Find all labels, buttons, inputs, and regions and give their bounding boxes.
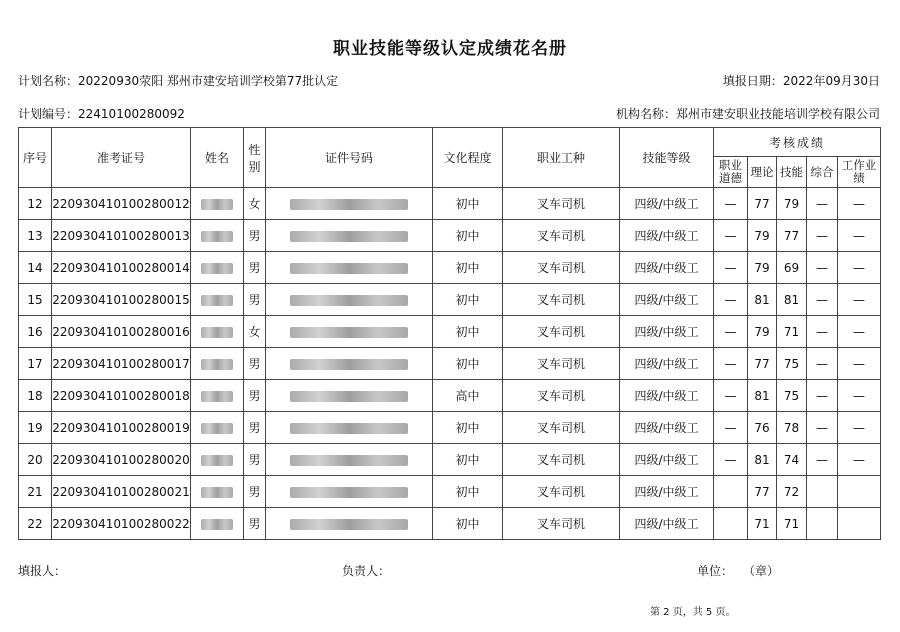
cell-education: 初中 — [433, 284, 503, 316]
cell-education: 初中 — [433, 316, 503, 348]
cell-comprehensive: — — [807, 252, 838, 284]
cell-occupation: 叉车司机 — [503, 252, 620, 284]
cell-name-redacted — [191, 412, 244, 444]
cell-comprehensive: — — [807, 188, 838, 220]
cell-seq: 20 — [19, 444, 52, 476]
cell-exam-no: 220930410100280015 — [52, 284, 191, 316]
cell-theory: 77 — [748, 348, 777, 380]
cell-theory: 77 — [748, 188, 777, 220]
pagination: 第 2 页，共 5 页。 — [650, 607, 736, 618]
redacted-name — [201, 519, 233, 530]
header-ethics: 职业道德 — [714, 157, 748, 188]
table-row — [19, 476, 881, 508]
cell-education: 高中 — [433, 380, 503, 412]
cell-ethics: — — [714, 316, 748, 348]
cell-level: 四级/中级工 — [620, 412, 714, 444]
header-performance: 工作业绩 — [838, 157, 881, 188]
report-date-value: 2022年09月30日 — [782, 74, 880, 88]
cell-education: 初中 — [433, 220, 503, 252]
cell-occupation: 叉车司机 — [503, 412, 620, 444]
cell-occupation: 叉车司机 — [503, 348, 620, 380]
cell-name-redacted — [191, 316, 244, 348]
cell-name-redacted — [191, 188, 244, 220]
table-row — [19, 508, 881, 540]
cell-id-redacted — [266, 476, 433, 508]
cell-theory: 79 — [748, 220, 777, 252]
cell-level: 四级/中级工 — [620, 508, 714, 540]
cell-seq: 15 — [19, 284, 52, 316]
redacted-name — [201, 295, 233, 306]
cell-comprehensive: — — [807, 220, 838, 252]
cell-ethics — [714, 508, 748, 540]
cell-id-redacted — [266, 348, 433, 380]
cell-occupation: 叉车司机 — [503, 284, 620, 316]
cell-ethics: — — [714, 220, 748, 252]
redacted-id-number — [290, 519, 408, 530]
cell-gender: 男 — [244, 444, 266, 476]
cell-seq: 21 — [19, 476, 52, 508]
cell-name-redacted — [191, 476, 244, 508]
cell-name-redacted — [191, 444, 244, 476]
cell-theory: 77 — [748, 476, 777, 508]
cell-ethics: — — [714, 284, 748, 316]
cell-gender: 男 — [244, 412, 266, 444]
cell-education: 初中 — [433, 508, 503, 540]
unit-line — [697, 562, 779, 579]
cell-skill: 74 — [777, 444, 807, 476]
cell-level: 四级/中级工 — [620, 476, 714, 508]
cell-comprehensive: — — [807, 284, 838, 316]
cell-id-redacted — [266, 316, 433, 348]
redacted-id-number — [290, 327, 408, 338]
cell-gender: 男 — [244, 476, 266, 508]
report-date-label: 填报日期： — [722, 74, 783, 88]
cell-ethics — [714, 476, 748, 508]
cell-ethics: — — [714, 252, 748, 284]
redacted-name — [201, 359, 233, 370]
redacted-id-number — [290, 487, 408, 498]
cell-exam-no: 220930410100280020 — [52, 444, 191, 476]
plan-name-label: 计划名称： — [18, 74, 79, 88]
cell-skill: 75 — [777, 348, 807, 380]
redacted-name — [201, 327, 233, 338]
cell-education: 初中 — [433, 348, 503, 380]
cell-exam-no: 220930410100280022 — [52, 508, 191, 540]
cell-performance: — — [838, 220, 881, 252]
cell-occupation: 叉车司机 — [503, 188, 620, 220]
header-theory: 理论 — [748, 157, 777, 188]
redacted-name — [201, 231, 233, 242]
cell-theory: 81 — [748, 284, 777, 316]
redacted-name — [201, 423, 233, 434]
org-label: 机构名称： — [615, 107, 676, 121]
cell-id-redacted — [266, 508, 433, 540]
cell-skill: 77 — [777, 220, 807, 252]
cell-occupation: 叉车司机 — [503, 316, 620, 348]
cell-seq: 19 — [19, 412, 52, 444]
cell-performance — [838, 476, 881, 508]
score-roster-table — [18, 127, 881, 540]
cell-gender: 女 — [244, 316, 266, 348]
cell-theory: 81 — [748, 444, 777, 476]
cell-gender: 男 — [244, 252, 266, 284]
cell-gender: 女 — [244, 188, 266, 220]
redacted-id-number — [290, 455, 408, 466]
cell-seq: 17 — [19, 348, 52, 380]
cell-level: 四级/中级工 — [620, 188, 714, 220]
cell-exam-no: 220930410100280018 — [52, 380, 191, 412]
cell-id-redacted — [266, 252, 433, 284]
table-row — [19, 444, 881, 476]
document-title: 职业技能等级认定成绩花名册 — [333, 39, 567, 59]
cell-level: 四级/中级工 — [620, 316, 714, 348]
cell-seq: 22 — [19, 508, 52, 540]
plan-no-line — [18, 105, 185, 122]
cell-gender: 男 — [244, 284, 266, 316]
redacted-name — [201, 455, 233, 466]
cell-performance: — — [838, 188, 881, 220]
table-row — [19, 348, 881, 380]
cell-performance: — — [838, 284, 881, 316]
cell-gender: 男 — [244, 508, 266, 540]
cell-id-redacted — [266, 188, 433, 220]
cell-ethics: — — [714, 348, 748, 380]
cell-seq: 13 — [19, 220, 52, 252]
cell-ethics: — — [714, 412, 748, 444]
redacted-id-number — [290, 231, 408, 242]
cell-id-redacted — [266, 284, 433, 316]
cell-exam-no: 220930410100280017 — [52, 348, 191, 380]
cell-education: 初中 — [433, 252, 503, 284]
header-level: 技能等级 — [620, 128, 714, 188]
cell-education: 初中 — [433, 476, 503, 508]
table-row — [19, 380, 881, 412]
cell-skill: 72 — [777, 476, 807, 508]
table-row — [19, 412, 881, 444]
cell-gender: 男 — [244, 348, 266, 380]
cell-education: 初中 — [433, 412, 503, 444]
cell-skill: 69 — [777, 252, 807, 284]
redacted-name — [201, 487, 233, 498]
header-seq: 序号 — [19, 128, 52, 188]
redacted-id-number — [290, 295, 408, 306]
header-gender: 性别 — [244, 128, 266, 188]
header-comprehensive: 综合 — [807, 157, 838, 188]
org-line — [616, 105, 880, 122]
cell-comprehensive — [807, 476, 838, 508]
cell-exam-no: 220930410100280012 — [52, 188, 191, 220]
table-row — [19, 316, 881, 348]
redacted-name — [201, 263, 233, 274]
table-row — [19, 284, 881, 316]
cell-level: 四级/中级工 — [620, 348, 714, 380]
cell-performance: — — [838, 444, 881, 476]
cell-level: 四级/中级工 — [620, 444, 714, 476]
table-row — [19, 252, 881, 284]
cell-name-redacted — [191, 252, 244, 284]
plan-no-label: 计划编号： — [18, 107, 79, 121]
cell-theory: 79 — [748, 316, 777, 348]
plan-name-value: 20220930荥阳 郑州市建安培训学校第77批认定 — [78, 74, 339, 88]
cell-occupation: 叉车司机 — [503, 508, 620, 540]
cell-name-redacted — [191, 284, 244, 316]
roster-body — [19, 188, 881, 540]
cell-name-redacted — [191, 380, 244, 412]
cell-performance: — — [838, 380, 881, 412]
cell-comprehensive: — — [807, 348, 838, 380]
header-occupation: 职业工种 — [503, 128, 620, 188]
redacted-id-number — [290, 359, 408, 370]
redacted-name — [201, 199, 233, 210]
cell-id-redacted — [266, 412, 433, 444]
cell-exam-no: 220930410100280019 — [52, 412, 191, 444]
redacted-name — [201, 391, 233, 402]
redacted-id-number — [290, 199, 408, 210]
cell-theory: 79 — [748, 252, 777, 284]
cell-seq: 16 — [19, 316, 52, 348]
redacted-id-number — [290, 391, 408, 402]
cell-theory: 71 — [748, 508, 777, 540]
cell-skill: 71 — [777, 508, 807, 540]
cell-id-redacted — [266, 380, 433, 412]
header-scores: 考核成绩 — [714, 128, 881, 157]
cell-exam-no: 220930410100280016 — [52, 316, 191, 348]
cell-seq: 14 — [19, 252, 52, 284]
cell-performance: — — [838, 252, 881, 284]
cell-exam-no: 220930410100280014 — [52, 252, 191, 284]
plan-no-value: 22410100280092 — [78, 107, 185, 121]
cell-performance — [838, 508, 881, 540]
unit-label: 单位： — [697, 564, 734, 578]
cell-exam-no: 220930410100280013 — [52, 220, 191, 252]
cell-gender: 男 — [244, 380, 266, 412]
cell-ethics: — — [714, 188, 748, 220]
header-id-no: 证件号码 — [266, 128, 433, 188]
header-education: 文化程度 — [433, 128, 503, 188]
cell-comprehensive: — — [807, 412, 838, 444]
cell-education: 初中 — [433, 444, 503, 476]
cell-name-redacted — [191, 348, 244, 380]
cell-performance: — — [838, 316, 881, 348]
cell-level: 四级/中级工 — [620, 220, 714, 252]
header-skill: 技能 — [777, 157, 807, 188]
report-date-line — [723, 72, 880, 89]
cell-skill: 75 — [777, 380, 807, 412]
cell-level: 四级/中级工 — [620, 380, 714, 412]
cell-comprehensive: — — [807, 316, 838, 348]
cell-name-redacted — [191, 508, 244, 540]
cell-occupation: 叉车司机 — [503, 380, 620, 412]
cell-id-redacted — [266, 220, 433, 252]
table-row — [19, 188, 881, 220]
responsible-label: 负责人： — [342, 564, 391, 578]
cell-skill: 81 — [777, 284, 807, 316]
header-name: 姓名 — [191, 128, 244, 188]
cell-comprehensive — [807, 508, 838, 540]
cell-id-redacted — [266, 444, 433, 476]
cell-occupation: 叉车司机 — [503, 476, 620, 508]
cell-comprehensive: — — [807, 444, 838, 476]
cell-name-redacted — [191, 220, 244, 252]
redacted-id-number — [290, 263, 408, 274]
cell-skill: 71 — [777, 316, 807, 348]
cell-ethics: — — [714, 444, 748, 476]
cell-gender: 男 — [244, 220, 266, 252]
cell-theory: 76 — [748, 412, 777, 444]
cell-occupation: 叉车司机 — [503, 220, 620, 252]
cell-level: 四级/中级工 — [620, 284, 714, 316]
cell-exam-no: 220930410100280021 — [52, 476, 191, 508]
cell-level: 四级/中级工 — [620, 252, 714, 284]
header-exam-no: 准考证号 — [52, 128, 191, 188]
redacted-id-number — [290, 423, 408, 434]
cell-seq: 18 — [19, 380, 52, 412]
cell-education: 初中 — [433, 188, 503, 220]
filler-label: 填报人： — [18, 564, 67, 578]
cell-ethics: — — [714, 380, 748, 412]
cell-occupation: 叉车司机 — [503, 444, 620, 476]
cell-skill: 78 — [777, 412, 807, 444]
cell-skill: 79 — [777, 188, 807, 220]
cell-comprehensive: — — [807, 380, 838, 412]
seal-mark: （章） — [743, 564, 780, 578]
cell-performance: — — [838, 412, 881, 444]
cell-theory: 81 — [748, 380, 777, 412]
plan-name-line — [18, 72, 338, 89]
org-name: 郑州市建安职业技能培训学校有限公司 — [675, 107, 880, 121]
cell-seq: 12 — [19, 188, 52, 220]
cell-performance: — — [838, 348, 881, 380]
table-row — [19, 220, 881, 252]
